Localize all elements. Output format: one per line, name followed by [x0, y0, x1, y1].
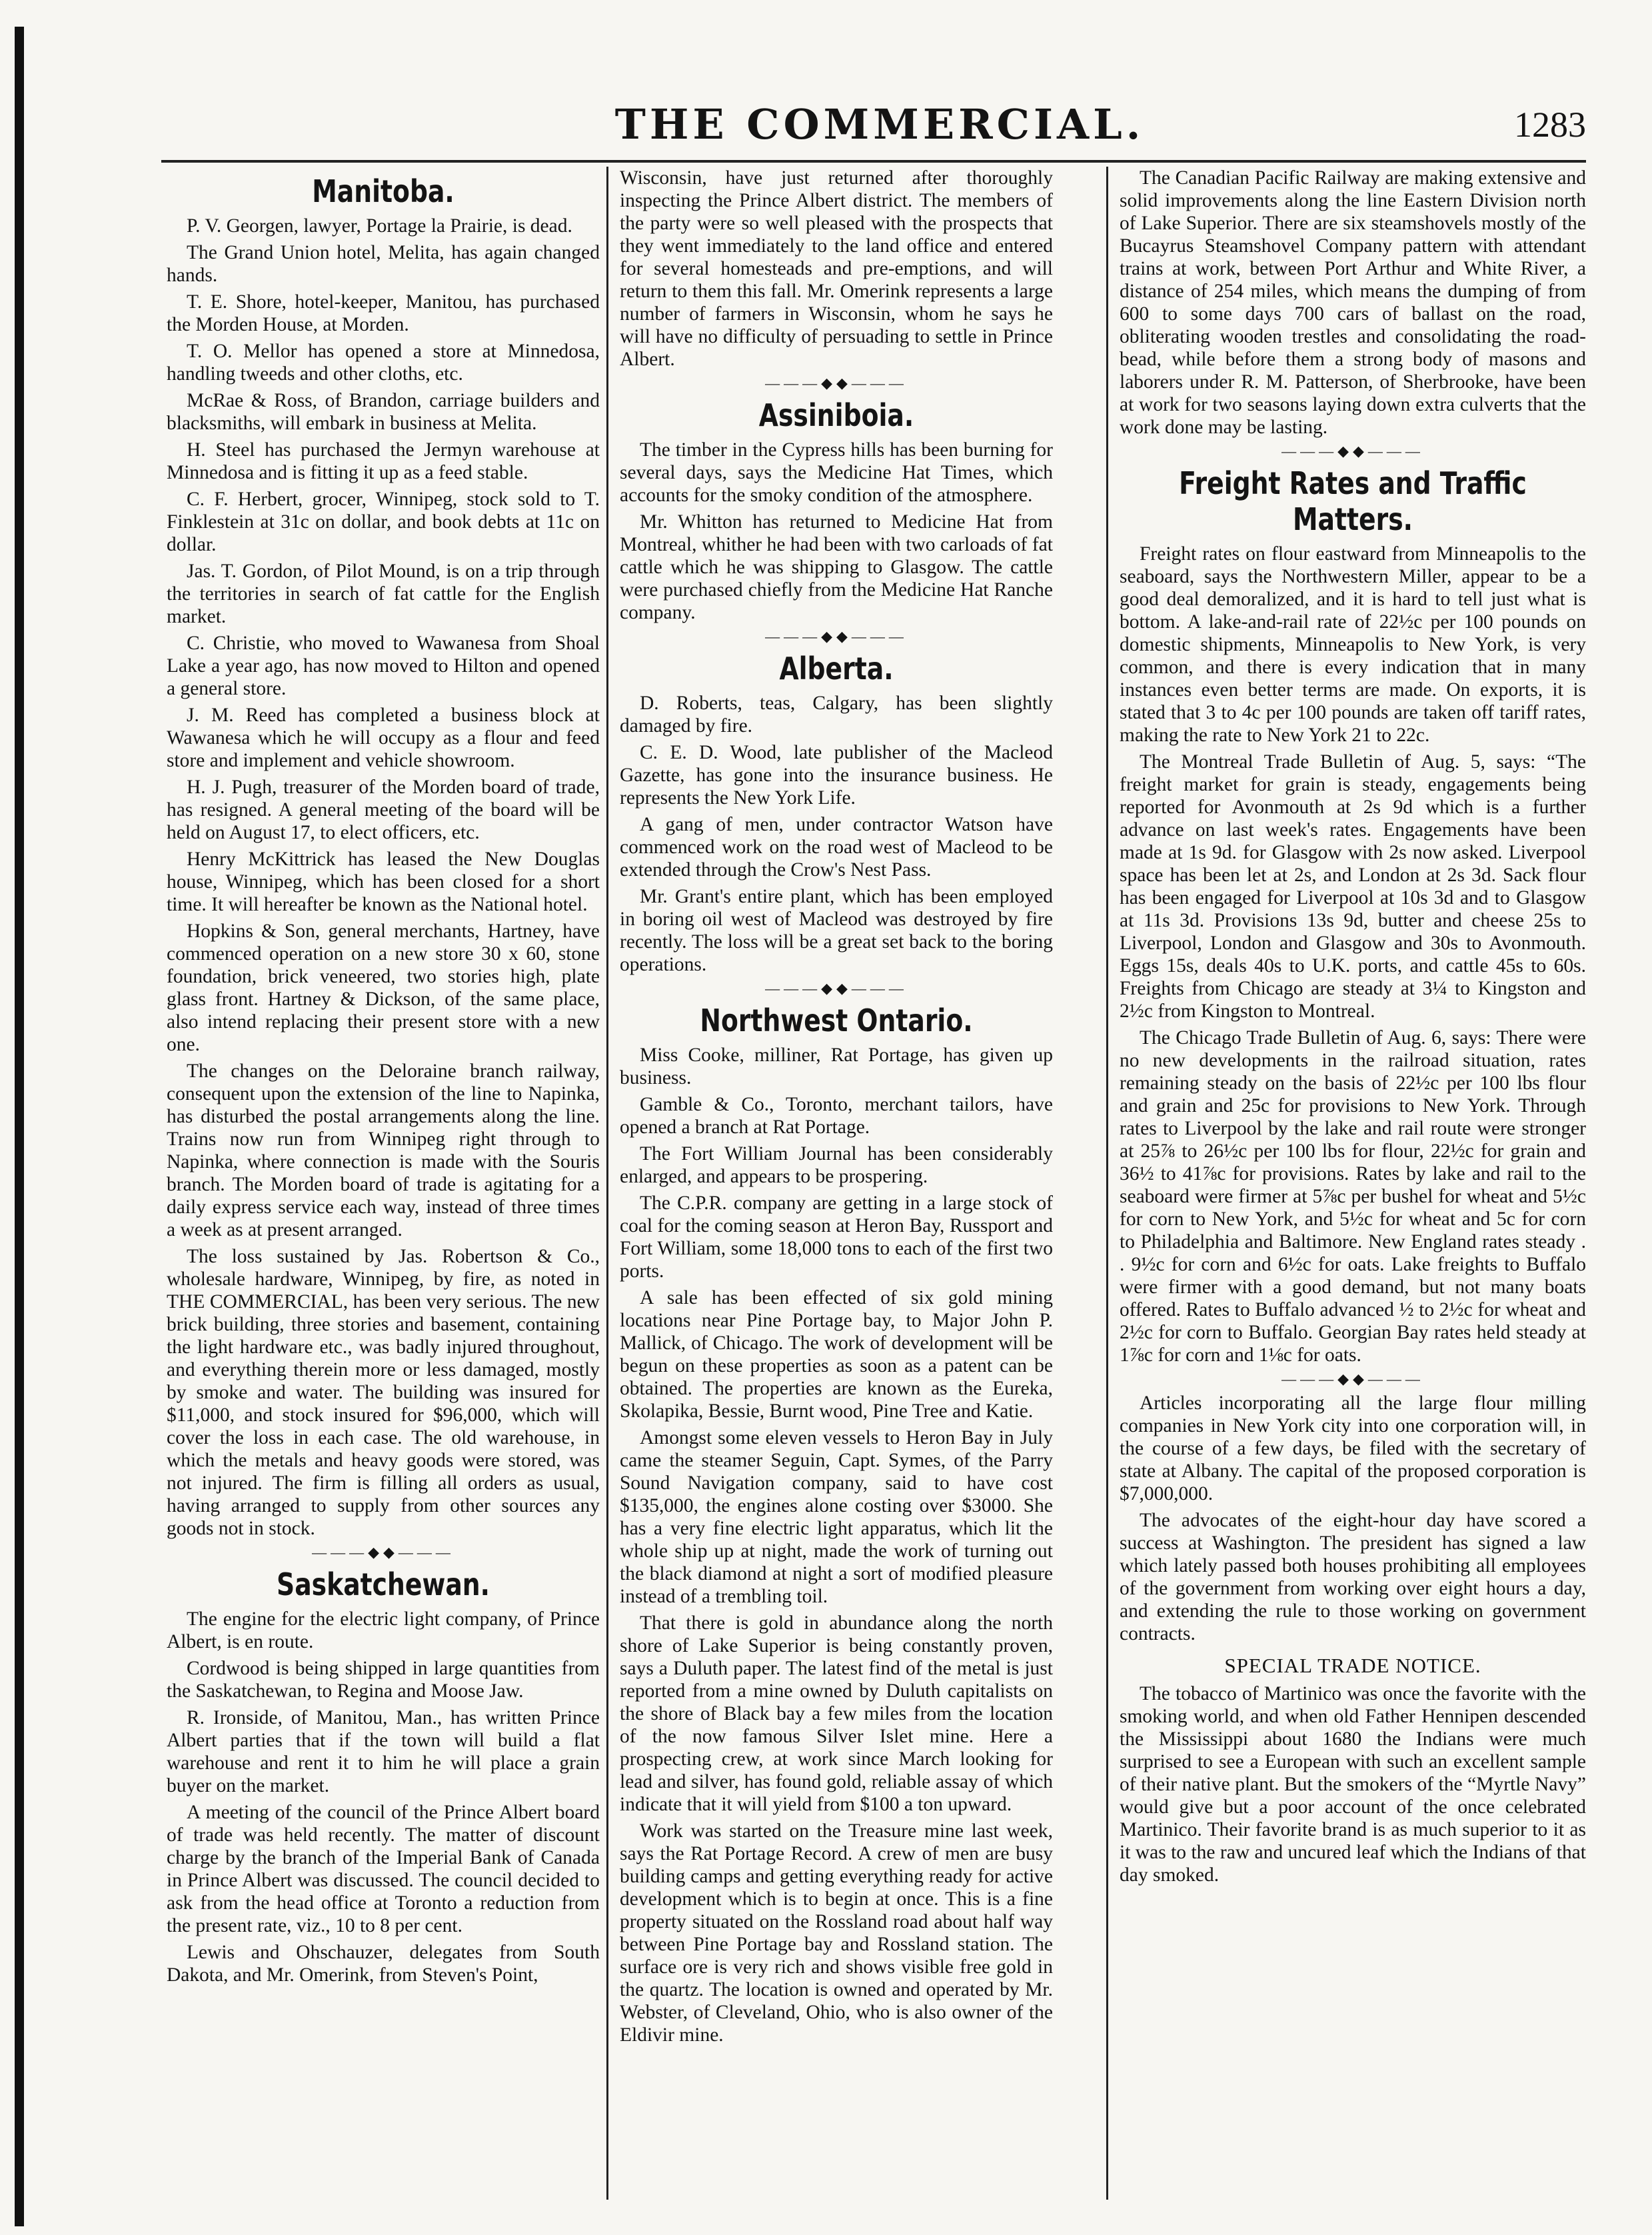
paragraph: The loss sustained by Jas. Robertson & Co., wholesale hardware, Winnipeg, by fire, as noted in THE COMMERCIAL, has been very serious. The new brick building, three stories and basement, containing the light hardware etc., was badly injured throughout, and everything therein more or less damaged, mostly by smoke and water. The building was insured for $11,000, and stock insured for $96,000, which will cover the loss in each case. The old warehouse, in which the metals and heavy goods were stored, was not injured. The firm is filling all orders as usual, having arranged to supply from other sources any goods not in stock. — [167, 1246, 600, 1539]
section-ornament: ———◆◆——— — [1281, 443, 1424, 459]
paragraph: J. M. Reed has completed a business block at Wawanesa which he will occupy as a flour and feed store and implement and vehicle showroom. — [167, 705, 600, 771]
paragraph: Miss Cooke, milliner, Rat Portage, has given up business. — [620, 1045, 1053, 1089]
section-heading-alberta: Alberta. — [779, 651, 894, 687]
section-ornament: ———◆◆——— — [765, 628, 908, 645]
paragraph: Henry McKittrick has leased the New Douglas house, Winnipeg, which has been closed for a short time. It will hereafter be known as the National hotel. — [167, 849, 600, 915]
section-heading-freight-rates: Freight Rates and Traffic Matters. — [1179, 465, 1527, 537]
column-rule-2 — [1106, 167, 1108, 2200]
paragraph: The engine for the electric light company, of Prince Albert, is en route. — [167, 1608, 600, 1652]
paragraph: The Fort William Journal has been considerably enlarged, and appears to be prospering. — [620, 1143, 1053, 1187]
paragraph: Mr. Whitton has returned to Medicine Hat from Montreal, whither he had been with two carloads of fat cattle which he was shipping to Glasgow. The cattle were purchased chiefly from the Medicine Hat Ranche company. — [620, 511, 1053, 623]
paragraph: Wisconsin, have just returned after thoroughly inspecting the Prince Albert district. The members of the party were so well pleased with the prospects that they went immediately to the land office and entered for several homesteads and pre-emptions, and will return to them this fall. Mr. Omerink represents a large number of farmers in Wisconsin, whom he says he will have no difficulty of persuading to settle in Prince Albert. — [620, 167, 1053, 370]
paragraph: P. V. Georgen, lawyer, Portage la Prairie, is dead. — [187, 215, 572, 237]
paragraph: Cordwood is being shipped in large quantities from the Saskatchewan, to Regina and Moose Jaw. — [167, 1658, 600, 1702]
page-edge-bar — [15, 27, 24, 2226]
column-2 — [620, 167, 1053, 2200]
page-number: 1283 — [1514, 105, 1586, 145]
paragraph: C. E. D. Wood, late publisher of the Macleod Gazette, has gone into the insurance business. He represents the New York Life. — [620, 742, 1053, 809]
paragraph: Hopkins & Son, general merchants, Hartney, have commenced operation on a new store 30 x 60, stone foundation, brick veneered, two stories high, plate glass front. Hartney & Dickson, of the same place, also intend replacing their present store with a new one. — [167, 921, 600, 1055]
header-rule — [161, 160, 1586, 163]
paragraph: Articles incorporating all the large flour milling companies in New York city into one corporation will, in the course of a few days, be filed with the secretary of state at Albany. The capital of the proposed corporation is $7,000,000. — [1120, 1392, 1586, 1504]
paragraph: C. Christie, who moved to Wawanesa from Shoal Lake a year ago, has now moved to Hilton and opened a general store. — [167, 633, 600, 699]
section-ornament: ———◆◆——— — [765, 980, 908, 997]
paragraph: Mr. Grant's entire plant, which has been employed in boring oil west of Macleod was destroyed by fire recently. The loss will be a great set back to the boring operations. — [620, 886, 1053, 975]
column-1 — [167, 167, 600, 2200]
paragraph: McRae & Ross, of Brandon, carriage builders and blacksmiths, will embark in business at Melita. — [167, 390, 600, 434]
column-rule-1 — [606, 167, 608, 2200]
paragraph: The changes on the Deloraine branch railway, consequent upon the extension of the line to Napinka, has disturbed the postal arrangements along the line. Trains now run from Winnipeg right through to Napinka, where connection is made with the Souris branch. The Morden board of trade is agitating for a daily express service each way, instead of three times a week as at present arranged. — [167, 1061, 600, 1240]
paragraph: H. Steel has purchased the Jermyn warehouse at Minnedosa and is fitting it up as a feed stable. — [167, 439, 600, 483]
paragraph: The Montreal Trade Bulletin of Aug. 5, says: “The freight market for grain is steady, engagements being reported for Avonmouth at 2s 9d which is a further advance on last week's rates. Engagements have been made at 1s 9d. for Glasgow with 2s now asked. Liverpool space has been let at 2s, and London at 2s 3d. Sack flour has been engaged for Liverpool at 10s 3d and to Glasgow at 11s 3d. Provisions 13s 9d, butter and cheese 25s to Liverpool, London and Glasgow and 30s to Avonmouth. Eggs 15s, deals 40s to U.K. ports, and cattle 45s to 60s. Freights from Chicago are steady at 3¼ to Kingston and 2½c from Kingston to Montreal. — [1120, 751, 1586, 1022]
paragraph: A gang of men, under contractor Watson have commenced work on the road west of Macleod to be extended through the Crow's Nest Pass. — [620, 814, 1053, 881]
paragraph: Freight rates on flour eastward from Minneapolis to the seaboard, says the Northwestern Miller, appear to be a good deal demoralized, and it is hard to tell just what is bottom. A lake-and-rail rate of 22½c per 100 pounds on domestic shipments, Minneapolis to New York, is very common, and there is every indication that in many instances even better terms are made. On exports, it is stated that 3 to 4c per 100 pounds are taken off tariff rates, making the rate to New York 21 to 22c. — [1120, 543, 1586, 746]
newspaper-title: THE COMMERCIAL. — [614, 100, 1145, 149]
paragraph: That there is gold in abundance along the north shore of Lake Superior is being constantly proven, says a Duluth paper. The latest find of the metal is just reported from a mine owned by Duluth capitalists on the shore of Black bay a few miles from the location of the now famous Silver Islet mine. Here a prospecting crew, at work since March looking for lead and silver, has found gold, reliable assay of which indicate that it will yield from $100 a ton upward. — [620, 1612, 1053, 1815]
masthead — [160, 100, 1586, 153]
paragraph: Work was started on the Treasure mine last week, says the Rat Portage Record. A crew of men are busy building camps and getting everything ready for active development which is to begin at once. This is a fine property situated on the Rossland road about half way between Pine Portage bay and Rossland station. The surface ore is very rich and shows visible free gold in the quartz. The location is owned and operated by Mr. Webster, of Cleveland, Ohio, who is also owner of the Eldivir mine. — [620, 1820, 1053, 2046]
paragraph: D. Roberts, teas, Calgary, has been slightly damaged by fire. — [620, 693, 1053, 737]
section-heading-northwest-ontario: Northwest Ontario. — [700, 1003, 973, 1039]
paragraph: The Chicago Trade Bulletin of Aug. 6, says: There were no new developments in the railroad situation, rates remaining steady on the basis of 22½c per 100 lbs flour and grain and 25c for provisions to New York. Through rates to Liverpool by the lake and rail route were stronger at 25⅞ to 26½c per 100 lbs for flour, 22½c for grain and 36½ to 41⅞c for provisions. Rates by lake and rail to the seaboard were firmer at 5⅞c per bushel for wheat and 5½c for corn to New York, and 5½c for wheat and 5c for corn to Philadelphia and Baltimore. New England rates steady . . 9½c for corn and 6½c for oats. Lake freights to Buffalo were firmer with a good demand, but not many boats offered. Rates to Buffalo advanced ½ to 2½c for wheat and 2½c for corn to Buffalo. Georgian Bay rates held steady at 1⅞c for corn and 1⅛c for oats. — [1120, 1027, 1586, 1366]
paragraph: Amongst some eleven vessels to Heron Bay in July came the steamer Seguin, Capt. Symes, of the Parry Sound Navigation company, said to have cost $135,000, the engines alone costing over $3000. She has a very fine electric light apparatus, which lit the whole ship up at night, made the work of turning out the black diamond at night a sort of modified pleasure instead of a trembling toil. — [620, 1427, 1053, 1607]
paragraph: H. J. Pugh, treasurer of the Morden board of trade, has resigned. A general meeting of the board will be held on August 17, to elect officers, etc. — [167, 777, 600, 843]
paragraph: A meeting of the council of the Prince Albert board of trade was held recently. The matter of discount charge by the branch of the Imperial Bank of Canada in Prince Albert was discussed. The council decided to ask from the head office at Toronto a reduction from the present rate, viz., 10 to 8 per cent. — [167, 1802, 600, 1936]
section-heading-special-trade-notice: SPECIAL TRADE NOTICE. — [1224, 1654, 1481, 1677]
section-ornament: ———◆◆——— — [1281, 1370, 1424, 1387]
paragraph: The timber in the Cypress hills has been burning for several days, says the Medicine Hat Times, which accounts for the smoky condition of the atmosphere. — [620, 439, 1053, 506]
paragraph: The advocates of the eight-hour day have scored a success at Washington. The president has signed a law which lately passed both houses prohibiting all employees of the government from working over eight hours a day, and extending the rule to those working on government contracts. — [1120, 1510, 1586, 1644]
paragraph: C. F. Herbert, grocer, Winnipeg, stock sold to T. Finklestein at 31c on dollar, and book debts at 11c on dollar. — [167, 489, 600, 555]
paragraph: A sale has been effected of six gold mining locations near Pine Portage bay, to Major John P. Mallick, of Chicago. The work of development will be begun on these properties as soon as a patent can be obtained. The properties are known as the Eureka, Skolapika, Bessie, Burnt wood, Pine Tree and Katie. — [620, 1287, 1053, 1422]
paragraph: The Canadian Pacific Railway are making extensive and solid improvements along the line Eastern Division north of Lake Superior. There are six steamshovels mostly of the Bucayrus Steamshovel Company pattern with attendant trains at work, between Port Arthur and White River, a distance of 254 miles, which means the dumping of from 600 to some days 700 cars of ballast on the road, obliterating wooden trestles and consolidating the road-bead, while before them a strong body of masons and laborers under R. M. Patterson, of Sherbrooke, have been at work for two seasons laying down extra culverts that the work done may be lasting. — [1120, 167, 1586, 438]
column-3 — [1120, 167, 1586, 2200]
paragraph: The Grand Union hotel, Melita, has again changed hands. — [167, 242, 600, 286]
section-heading-saskatchewan: Saskatchewan. — [277, 1566, 490, 1602]
paragraph: T. O. Mellor has opened a store at Minnedosa, handling tweeds and other cloths, etc. — [167, 341, 600, 385]
paragraph: Jas. T. Gordon, of Pilot Mound, is on a trip through the territories in search of fat cattle for the English market. — [167, 561, 600, 627]
section-heading-assiniboia: Assiniboia. — [758, 397, 914, 433]
paragraph: The C.P.R. company are getting in a large stock of coal for the coming season at Heron Bay, Russport and Fort William, some 18,000 tons to each of the first two ports. — [620, 1192, 1053, 1282]
paragraph: T. E. Shore, hotel-keeper, Manitou, has purchased the Morden House, at Morden. — [167, 291, 600, 335]
section-heading-manitoba: Manitoba. — [312, 173, 454, 209]
paragraph: Gamble & Co., Toronto, merchant tailors, have opened a branch at Rat Portage. — [620, 1094, 1053, 1138]
section-ornament: ———◆◆——— — [312, 1544, 454, 1560]
paragraph: Lewis and Ohschauzer, delegates from South Dakota, and Mr. Omerink, from Steven's Point, — [167, 1942, 600, 1986]
paragraph: R. Ironside, of Manitou, Man., has written Prince Albert parties that if the town will build a flat warehouse and rent it to him he will place a grain buyer on the market. — [167, 1707, 600, 1796]
paragraph: The tobacco of Martinico was once the favorite with the smoking world, and when old Father Hennipen descended the Mississippi about 1680 the Indians were much surprised to see a European with such an excellent sample of their native plant. But the smokers of the “Myrtle Navy” would give but a poor account of the once celebrated Martinico. Their favorite brand is as much superior to it as it was to the raw and uncured leaf which the Indians of that day smoked. — [1120, 1683, 1586, 1886]
section-ornament: ———◆◆——— — [765, 375, 908, 391]
